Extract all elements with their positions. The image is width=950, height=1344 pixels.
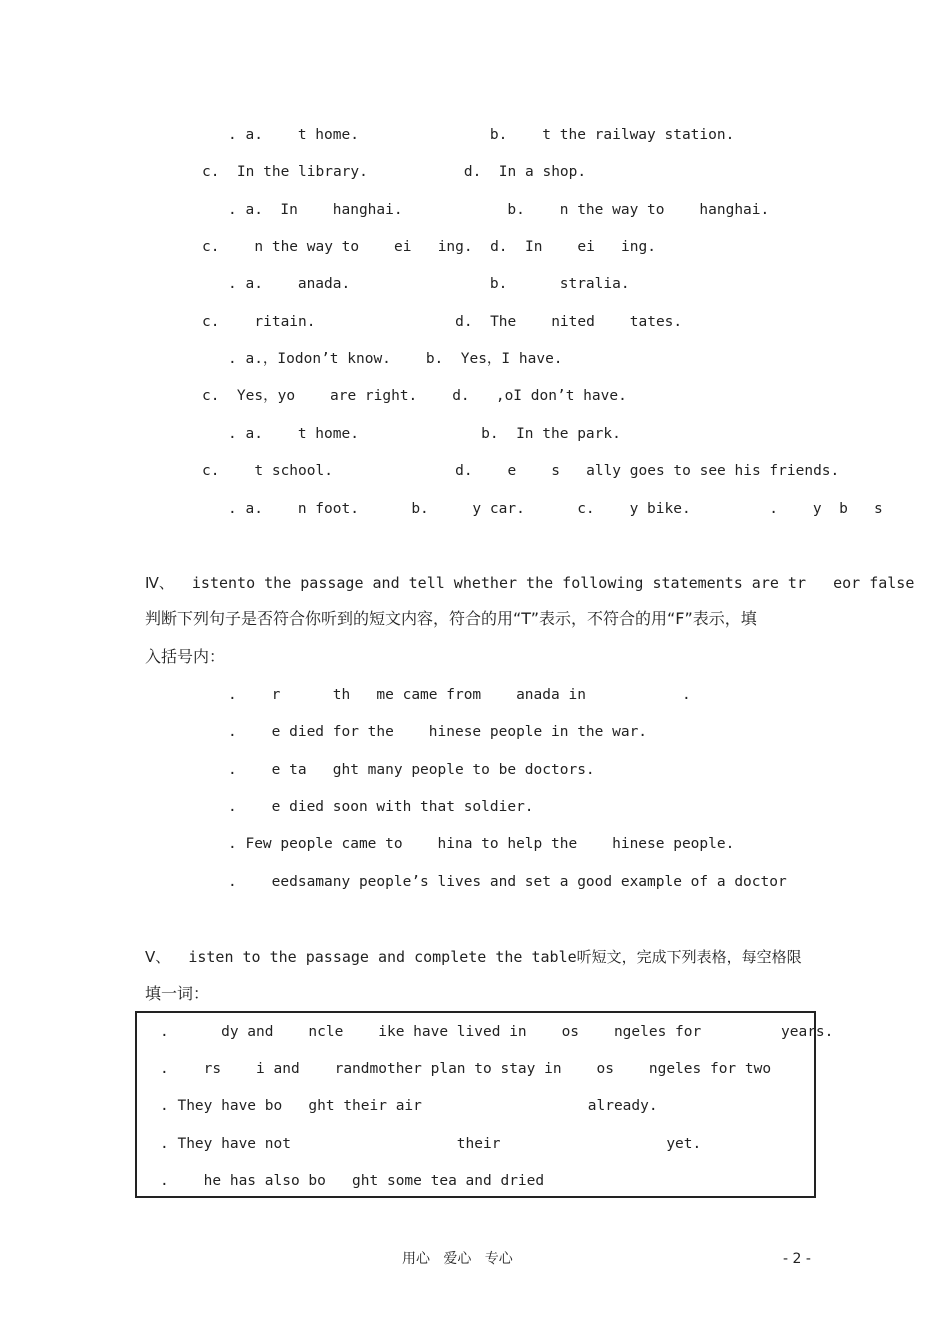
option-line-4: c. n the way to ei ing. d. In ei ing. (202, 239, 656, 255)
statement-4: . e died soon with that soldier. (228, 799, 534, 815)
statement-6: . eedsamany people’s lives and set a good example of a doctor (228, 874, 787, 890)
section4-instruction-cont: 入括号内： (145, 647, 226, 666)
section5-heading-cont: 填一词： (145, 984, 210, 1003)
option-line-11: . a. n foot. b. y car. c. y bike. . y b s (228, 501, 883, 517)
statement-3: . e ta ght many people to be doctors. (228, 762, 595, 778)
section4-heading: Ⅳ、 istento the passage and tell whether the following statements are tr eor false (145, 574, 915, 592)
table-row: . dy and ncle ike have lived in os ngeles for (160, 1024, 702, 1040)
table-row-tail: years. (781, 1024, 834, 1040)
table-row: . he has also bo ght some tea and dried (160, 1173, 545, 1189)
statement-1: . r th me came from anada in . (228, 687, 691, 703)
option-line-6: c. ritain. d. The nited tates. (202, 314, 683, 330)
table-row: . They have bo ght their air already. (160, 1098, 658, 1114)
option-line-8: c. Yes，yo are right. d. ,oI don’t have. (202, 388, 627, 404)
section5-heading: Ⅴ、 isten to the passage and complete the table听短文，完成下列表格，每空格限 (145, 948, 802, 966)
option-line-3: . a. In hanghai. b. n the way to hanghai. (228, 202, 770, 218)
option-line-10: c. t school. d. e s ally goes to see his friends. (202, 463, 840, 479)
statement-5: . Few people came to hina to help the hinese people. (228, 836, 735, 852)
statement-2: . e died for the hinese people in the war. (228, 724, 648, 740)
option-line-9: . a. t home. b. In the park. (228, 426, 621, 442)
option-line-5: . a. anada. b. stralia. (228, 276, 630, 292)
footer-motto: 用心 爱心 专心 (402, 1251, 513, 1267)
table-row: . rs i and randmother plan to stay in os ngeles for two (160, 1061, 772, 1077)
option-line-7: . a.，Iodon’t know. b. Yes，I have. (228, 351, 563, 367)
option-line-1: . a. t home. b. t the railway station. (228, 127, 735, 143)
section4-instruction: 判断下列句子是否符合你听到的短文内容，符合的用“T”表示，不符合的用“F”表示，填 (145, 609, 757, 628)
page-number: - 2 - (783, 1251, 811, 1267)
table-row: . They have not their yet. (160, 1136, 702, 1152)
option-line-2: c. In the library. d. In a shop. (202, 164, 587, 180)
